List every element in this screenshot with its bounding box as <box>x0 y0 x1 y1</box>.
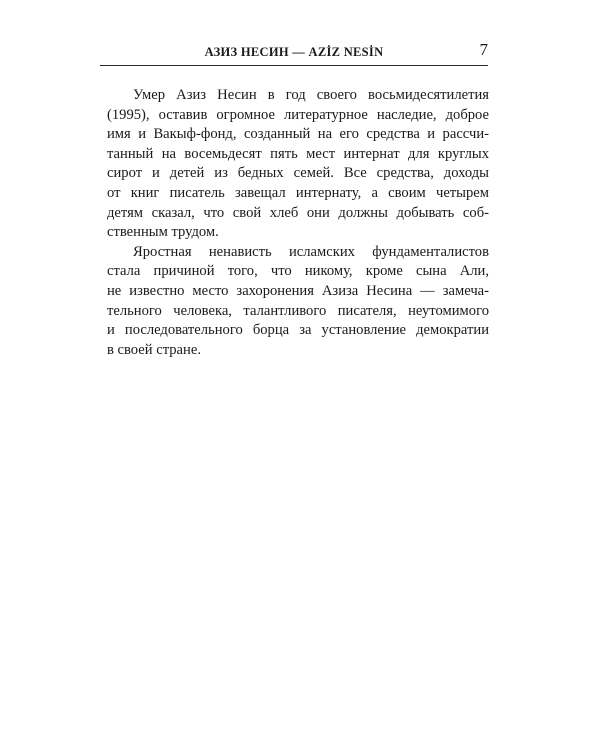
paragraph-line: ственным трудом. <box>107 224 219 241</box>
paragraph-2 <box>107 243 489 361</box>
paragraph-line: стала причиной того, что никому, кроме сына Али, <box>107 263 489 280</box>
paragraph-line: имя и Вакыф-фонд, созданный на его средства и рассчи- <box>107 126 489 143</box>
paragraph-line: и последовательного борца за установление демократии <box>107 322 489 339</box>
paragraph-line: Яростная ненависть исламских фундаменталистов <box>133 243 489 260</box>
paragraph-line: от книг писатель завещал интернату, а своим четырем <box>107 184 489 201</box>
body-text <box>107 86 489 360</box>
paragraph-line: детям сказал, что свой хлеб они должны добывать соб- <box>107 204 489 221</box>
paragraph-line: не известно место захоронения Азиза Несина — замеча- <box>107 282 489 299</box>
header-rule <box>100 65 488 66</box>
running-title: АЗИЗ НЕСИН — AZİZ NESİN <box>204 45 384 59</box>
paragraph-line: (1995), оставив огромное литературное наследие, доброе <box>107 106 489 123</box>
paragraph-line: в своей стране. <box>107 341 201 358</box>
paragraph-line: тельного человека, талантливого писателя, неутомимого <box>107 302 489 319</box>
paragraph-line: сирот и детей из бедных семей. Все средства, доходы <box>107 165 489 182</box>
running-head <box>100 42 488 62</box>
paragraph-line: танный на восемьдесят пять мест интернат для круглых <box>107 145 489 162</box>
page-number: 7 <box>479 40 488 59</box>
paragraph-1 <box>107 86 489 243</box>
paragraph-line: Умер Азиз Несин в год своего восьмидесятилетия <box>133 87 489 103</box>
